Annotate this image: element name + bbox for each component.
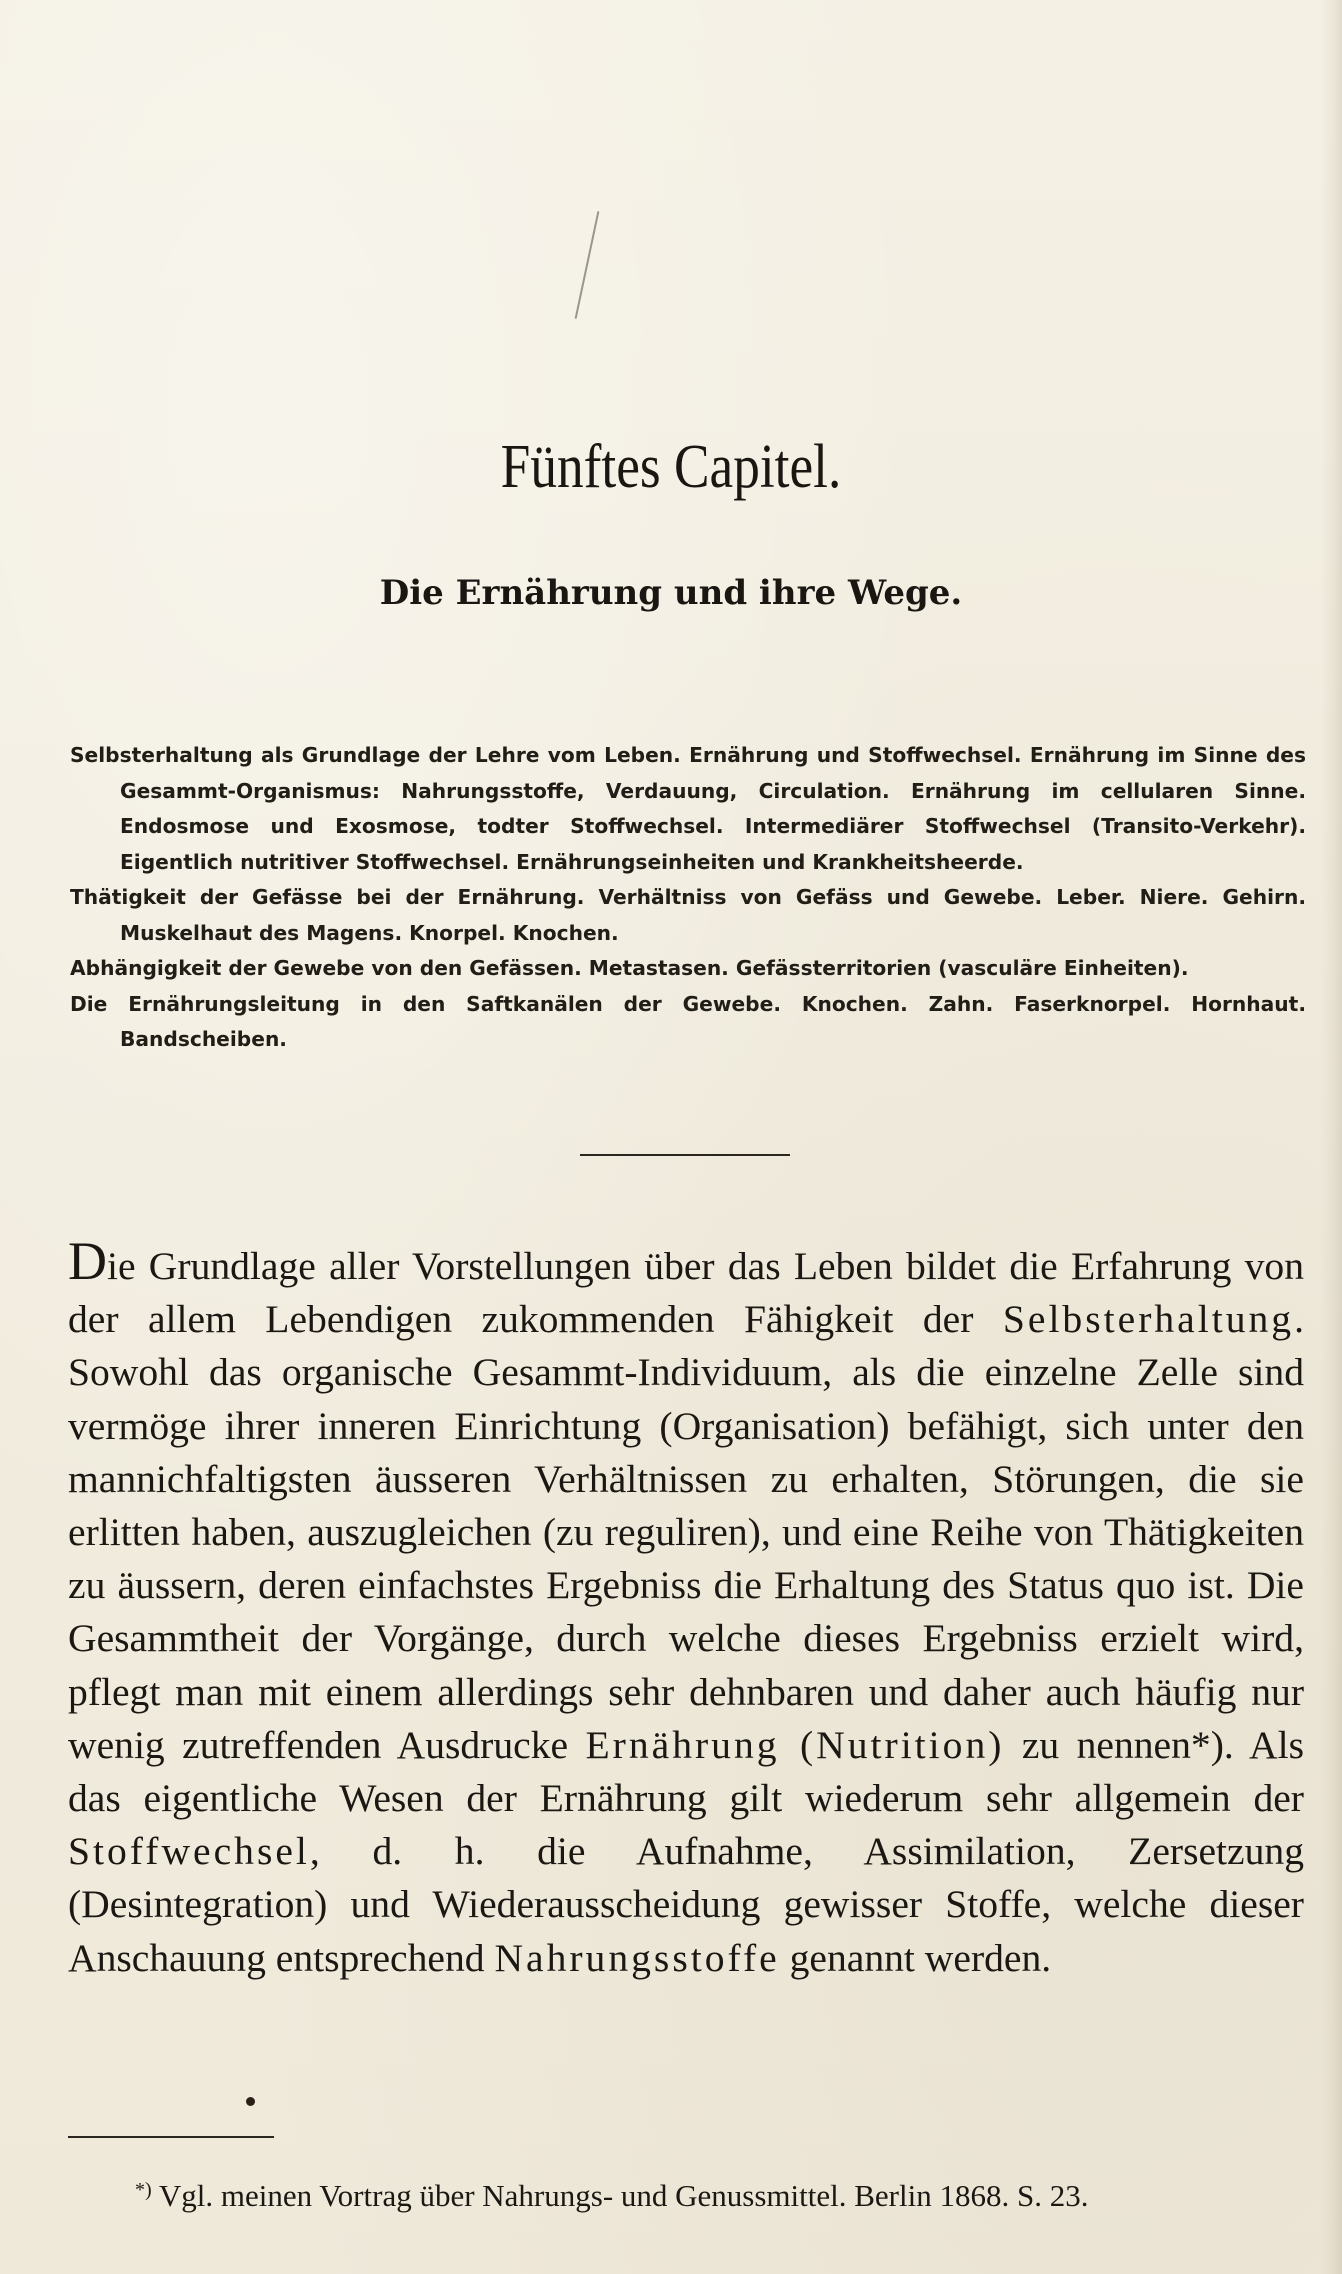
footnote-rule: [68, 2136, 274, 2138]
chapter-subtitle: Die Ernährung und ihre Wege.: [379, 573, 963, 613]
chapter-title: Fünftes Capitel.: [500, 433, 842, 501]
footnote-marker: *): [135, 2179, 152, 2201]
emphasized-term: Selbsterhaltung: [1002, 1297, 1295, 1342]
ink-spot: [246, 2097, 255, 2106]
body-text-run: , d. h. die Aufnahme, Assimilation, Zersetzung (Desintegration) und Wiederausscheidung gewisser Stoffe, welche dieser Anschauung entsprechend: [68, 1829, 1304, 1980]
emphasized-term: Ernährung (Nutrition): [585, 1722, 1005, 1767]
emphasized-term: Stoffwechsel: [68, 1829, 310, 1874]
body-text-run: ie Grundlage aller Vorstellungen über das Leben bildet die Erfahrung von der allem Lebendigen zukommenden Fähigkeit der: [68, 1244, 1304, 1342]
section-divider: [580, 1154, 790, 1156]
body-text-run: genannt werden.: [779, 1935, 1052, 1980]
chapter-summary: [70, 738, 1306, 1058]
summary-paragraph: Abhängigkeit der Gewebe von den Gefässen. Metastasen. Gefässterritorien (vasculäre Einheiten).: [70, 956, 1189, 980]
summary-paragraph: Selbsterhaltung als Grundlage der Lehre vom Leben. Ernährung und Stoffwechsel. Ernährung im Sinne des Gesammt-Organismus: Nahrungsstoffe, Verdauung, Circulation. Ernährung im cellularen Sinne. Endosmose und Exosmose, todter Stoffwechsel. Intermediärer Stoffwechsel (Transito-Verkehr). Eigentlich nutritiver Stoffwechsel. Ernährungseinheiten und Krankheitsheerde.: [70, 743, 1306, 874]
body-text-run: . Sowohl das organische Gesammt-Individuum, als die einzelne Zelle sind vermöge ihrer inneren Einrichtung (Organisation) befähigt, sich unter den mannichfaltigsten äusseren Verhältnissen zu erhalten, Störungen, die sie erlitten haben, auszugleichen (zu reguliren), und eine Reihe von Thätigkeiten zu äussern, deren einfachstes Ergebniss die Erhaltung des Status quo ist. Die Gesammtheit der Vorgänge, durch welche dieses Ergebniss erzielt wird, pflegt man mit einem allerdings sehr dehnbaren und daher auch häufig nur wenig zutreffenden Ausdrucke: [68, 1297, 1304, 1767]
pencil-mark: [575, 211, 600, 319]
footnote: [135, 2170, 1315, 2216]
page-binding-shadow: [1320, 0, 1342, 2274]
summary-paragraph: Thätigkeit der Gefässe bei der Ernährung. Verhältniss von Gefäss und Gewebe. Leber. Niere. Gehirn. Muskelhaut des Magens. Knorpel. Knochen.: [70, 885, 1306, 945]
summary-paragraph: Die Ernährungsleitung in den Saftkanälen der Gewebe. Knochen. Zahn. Faserknorpel. Hornhaut. Bandscheiben.: [70, 991, 1306, 1051]
body-text-run: zu nennen*). Als das eigentliche Wesen der Ernährung gilt wiederum sehr allgemein der: [68, 1722, 1304, 1821]
footnote-text: Vgl. meinen Vortrag über Nahrungs- und Genussmittel. Berlin 1868. S. 23.: [151, 2178, 1089, 2213]
body-paragraph: [68, 1231, 1304, 1985]
emphasized-term: Nahrungsstoffe: [494, 1935, 780, 1980]
drop-cap: D: [68, 1231, 107, 1291]
